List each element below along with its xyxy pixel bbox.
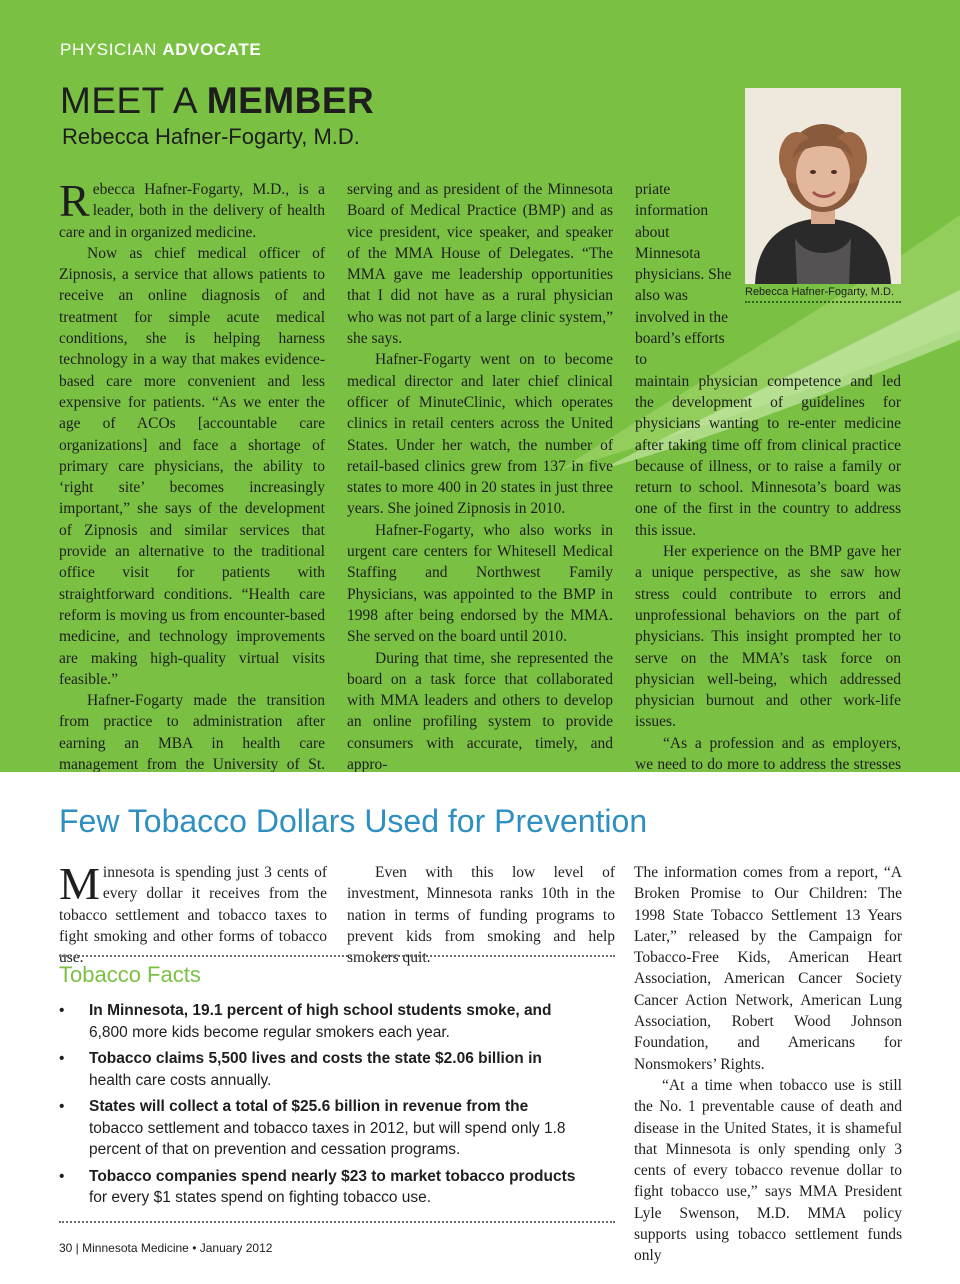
tobacco-facts-list [59,1000,615,1214]
photo-caption: Rebecca Hafner-Fogarty, M.D. [745,286,901,303]
tobacco-column-2 [347,862,615,968]
bullet: • [59,1098,65,1115]
dotted-divider [59,1221,615,1223]
member-name-subtitle: Rebecca Hafner-Fogarty, M.D. [62,124,360,149]
page-footer: 30 | Minnesota Medicine • January 2012 [59,1241,273,1255]
article-paragraph: During that time, she represented the board on a task force that collaborated with MMA leaders and others to develop an online profiling system to provide consumers with accurate, timely, and appro- [347,649,613,772]
drop-cap: M [59,858,100,909]
tobacco-column-3 [634,862,902,1267]
fact-item: • States will collect a total of $25.6 billion in revenue from the tobacco settlement and tobacco taxes in 2012, but will spend only 1.8 percent of that on prevention and cessation programs. [59,1098,566,1158]
article-column-3 [635,179,901,772]
article-column-2 [347,179,613,772]
bullet: • [59,1167,65,1185]
article-paragraph: serving and as president of the Minnesota Board of Medical Practice (BMP) and as vice president, vice speaker, and speaker of the MMA House of Delegates. “The MMA gave me leadership opportunities that I did not have as a rural physician who was not part of a large clinic system,” she says. [347,181,613,348]
article-paragraph: Her experience on the BMP gave her a unique perspective, as she saw how stress could contribute to errors and unprofessional behaviors on the part of physicians. This insight prompted her to serve on the MMA’s task force on physician well-being, which addressed physician burnout and other work-life issues. [635,543,901,731]
article-column-1 [59,175,325,772]
tobacco-paragraph: “At a time when tobacco use is still the No. 1 preventable cause of death and disease in the United States, it is shameful that Minnesota is only spending only 3 cents of every tobacco revenue dollar to fight tobacco use,” says MMA President Lyle Swenson, M.D. MMA policy supports using tobacco settlement funds only [634,1076,902,1265]
tobacco-paragraph: Minnesota is spending just 3 cents of every dollar it receives from the tobacco settlement and tobacco taxes to fight smoking and other forms of tobacco use. [59,858,327,967]
dotted-divider [59,955,615,957]
section-label: PHYSICIAN ADVOCATE [60,40,262,59]
drop-cap: R [59,175,90,226]
article-paragraph: Hafner-Fogarty, who also works in urgent care centers for Whitesell Medical Staffing and Northwest Family Physicians, was appointed to the BMP in 1998 after being endorsed by the MMA. She served on the board until 2010. [347,521,613,646]
tobacco-facts-heading: Tobacco Facts [59,962,201,987]
bullet: • [59,1002,65,1019]
fact-item: • Tobacco companies spend nearly $23 to market tobacco products for every $1 states spend on fighting tobacco use. [59,1167,576,1206]
tobacco-paragraph: Even with this low level of investment, Minnesota ranks 10th in the nation in terms of funding programs to prevent kids from smoking and help smokers quit. [347,864,615,967]
fact-item: • Tobacco claims 5,500 lives and costs the state $2.06 billion in health care costs annually. [59,1050,542,1089]
tobacco-paragraph: The information comes from a report, “A Broken Promise to Our Children: The 1998 State Tobacco Settlement 13 Years Later,” released by the Campaign for Tobacco-Free Kids, American Heart Association, American Cancer Society Cancer Action Network, American Lung Association, Robert Wood Johnson Foundation, and Americans for Nonsmokers’ Rights. [634,864,902,1073]
article-paragraph: “As a profession and as employers, we need to do more to address the stresses [635,734,901,772]
article-paragraph: Rebecca Hafner-Fogarty, M.D., is a leader, both in the delivery of health care and in organized medicine. [59,175,325,241]
article-paragraph: Hafner-Fogarty made the transition from practice to administration after earning an MBA in health care management from the University of St. [59,692,325,772]
fact-item: • In Minnesota, 19.1 percent of high school students smoke, and 6,800 more kids become regular smokers each year. [59,1002,552,1041]
page-title: MEET A MEMBER [60,80,375,121]
bullet: • [59,1050,65,1067]
article-paragraph-narrow: priate information about Minnesota physicians. She also was involved in the board’s efforts to [635,181,732,369]
tobacco-column-1 [59,858,327,968]
article-paragraph: Now as chief medical officer of Zipnosis, a service that allows patients to receive an online diagnosis of and treatment for simple acute medical conditions, she is helping harness technology in a way that makes evidence-based care more convenient and less expensive for patients. “As we enter the age of ACOs [accountable care organizations] and face a shortage of primary care physicians, the ability to ‘right site’ becomes increasingly important,” she says of the development of Zipnosis and similar services that provide an alternative to the traditional office visit for patients with straightforward conditions. “Health care reform is moving us from encounter-based medicine, and technology improvements are making high-quality virtual visits feasible.” [59,244,325,688]
article-paragraph: Hafner-Fogarty went on to become medical director and later chief clinical officer of MinuteClinic, which operates clinics in retail centers across the United States. Under her watch, the number of retail-based clinics grew from 137 in five states to more 400 in 20 states in just three years. She joined Zipnosis in 2010. [347,351,613,518]
article-paragraph: maintain physician competence and led the development of guidelines for physicians wanting to re-enter medicine after taking time off from clinical practice because of illness, or to raise a family or return to school. Minnesota’s board was one of the first in the country to address this issue. [635,372,901,539]
tobacco-section-title: Few Tobacco Dollars Used for Prevention [59,803,648,839]
